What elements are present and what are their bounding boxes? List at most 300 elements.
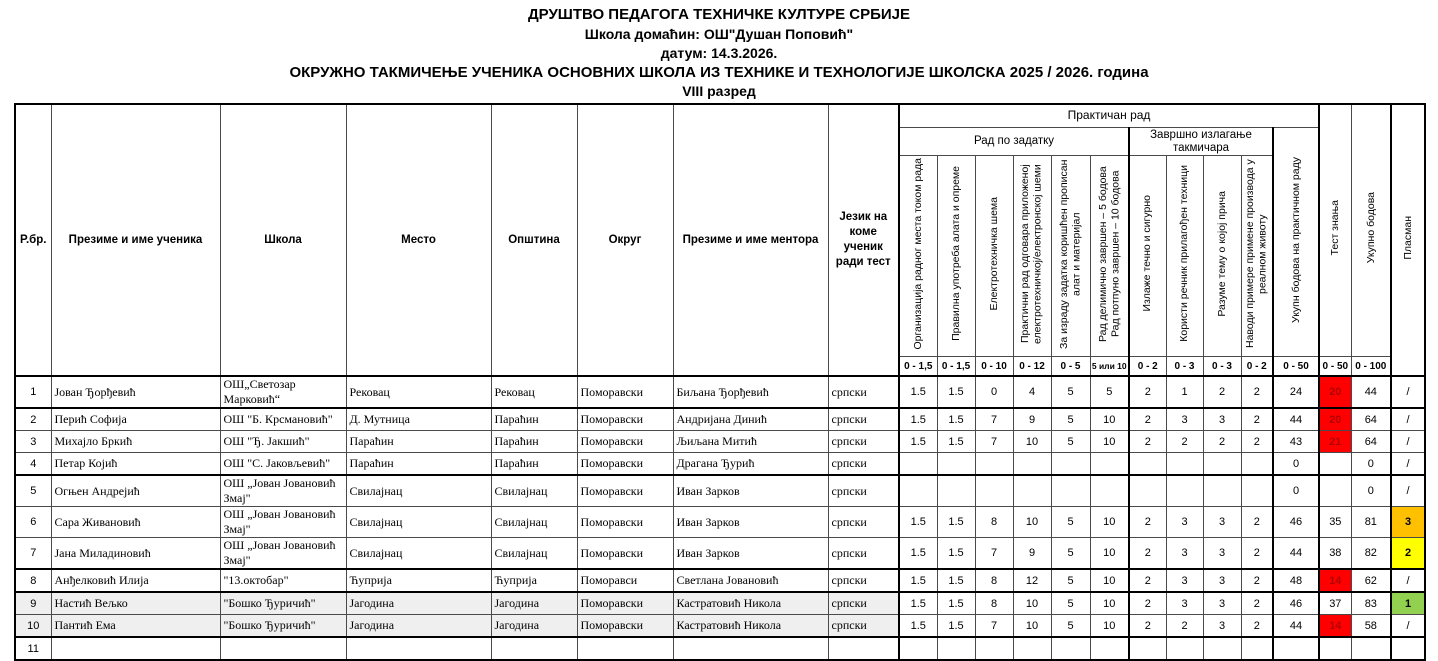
title-society: ДРУШТВО ПЕДАГОГА ТЕХНИЧКЕ КУЛТУРЕ СРБИЈЕ: [527, 6, 911, 23]
cell-score-completion: [1090, 637, 1129, 660]
cell-test-language: српски: [828, 615, 899, 638]
cell-district: Поморавски: [577, 615, 673, 638]
cell-score-schematic: 8: [975, 592, 1013, 615]
cell-score-examples: 2: [1241, 431, 1273, 453]
cell-placement: /: [1391, 376, 1425, 408]
cell-practical-total: 0: [1273, 453, 1319, 476]
cell-place: Свилајнац: [346, 475, 491, 507]
col-header-test-language: Језик на коме ученик ради тест: [828, 104, 899, 376]
cell-test-score: [1319, 637, 1351, 660]
cell-score-materials: [1051, 637, 1090, 660]
cell-score-completion: 10: [1090, 431, 1129, 453]
cell-row-number: 6: [15, 507, 51, 538]
cell-score-schematic: [975, 637, 1013, 660]
cell-district: Поморавски: [577, 453, 673, 476]
cell-practical-total: 44: [1273, 538, 1319, 570]
cell-score-materials: 5: [1051, 592, 1090, 615]
cell-score-examples: 2: [1241, 592, 1273, 615]
cell-score-fluency: 2: [1129, 592, 1166, 615]
cell-student-name: Пантић Ема: [51, 615, 220, 638]
cell-score-completion: 10: [1090, 615, 1129, 638]
cell-score-workplace: 1.5: [899, 615, 937, 638]
col-header-placement: Пласман: [1391, 104, 1425, 376]
table-header: [15, 104, 1425, 376]
cell-score-tools: 1.5: [937, 615, 975, 638]
cell-district: Поморавски: [577, 431, 673, 453]
range-total-points: 0 - 100: [1351, 357, 1391, 377]
title-competition: ОКРУЖНО ТАКМИЧЕЊЕ УЧЕНИКА ОСНОВНИХ ШКОЛА ИЗ ТЕХНИКЕ И ТЕХНОЛОГИЈЕ ШКОЛСКА 2025 / 2026. година: [289, 64, 1149, 81]
cell-score-schematic: 7: [975, 408, 1013, 431]
table-row: [15, 431, 1425, 453]
cell-score-schematic: 7: [975, 615, 1013, 638]
cell-score-examples: 2: [1241, 408, 1273, 431]
cell-school: [220, 637, 346, 660]
cell-score-fluency: 2: [1129, 569, 1166, 592]
cell-test-language: српски: [828, 475, 899, 507]
cell-school: ОШ „Јован Јовановић Змај": [220, 507, 346, 538]
cell-score-tools: 1.5: [937, 376, 975, 408]
cell-municipality: [491, 637, 577, 660]
cell-place: Д. Мутница: [346, 408, 491, 431]
cell-test-language: српски: [828, 569, 899, 592]
cell-score-match: 9: [1013, 408, 1051, 431]
cell-score-fluency: [1129, 637, 1166, 660]
cell-student-name: Сара Живановић: [51, 507, 220, 538]
cell-score-examples: 2: [1241, 615, 1273, 638]
cell-score-examples: 2: [1241, 376, 1273, 408]
cell-placement: /: [1391, 475, 1425, 507]
cell-test-language: српски: [828, 507, 899, 538]
cell-placement: /: [1391, 453, 1425, 476]
col-header-workplace-organization: Организација радног места током рада: [899, 156, 937, 357]
cell-place: Ћуприја: [346, 569, 491, 592]
cell-municipality: Рековац: [491, 376, 577, 408]
range-technical-vocabulary: 0 - 3: [1166, 357, 1203, 377]
cell-score-vocabulary: 3: [1166, 569, 1203, 592]
cell-placement: /: [1391, 408, 1425, 431]
cell-district: Поморавски: [577, 592, 673, 615]
cell-student-name: Перић Софија: [51, 408, 220, 431]
results-body: [15, 376, 1425, 660]
table-row: [15, 408, 1425, 431]
cell-total-score: 64: [1351, 408, 1391, 431]
range-workplace-organization: 0 - 1,5: [899, 357, 937, 377]
cell-score-completion: 10: [1090, 538, 1129, 570]
cell-row-number: 7: [15, 538, 51, 570]
cell-mentor: Кастратовић Никола: [673, 592, 828, 615]
table-row: [15, 615, 1425, 638]
cell-placement: /: [1391, 569, 1425, 592]
cell-score-match: 10: [1013, 507, 1051, 538]
cell-score-tools: 1.5: [937, 569, 975, 592]
cell-total-score: 62: [1351, 569, 1391, 592]
cell-place: Параћин: [346, 431, 491, 453]
col-header-district: Округ: [577, 104, 673, 376]
cell-practical-total: [1273, 637, 1319, 660]
cell-score-fluency: [1129, 475, 1166, 507]
cell-score-workplace: [899, 475, 937, 507]
cell-test-score: 20: [1319, 408, 1351, 431]
cell-score-tools: 1.5: [937, 538, 975, 570]
cell-total-score: 0: [1351, 453, 1391, 476]
cell-score-workplace: [899, 453, 937, 476]
cell-mentor: Иван Зарков: [673, 507, 828, 538]
cell-score-workplace: [899, 637, 937, 660]
cell-score-vocabulary: [1166, 637, 1203, 660]
cell-score-materials: 5: [1051, 569, 1090, 592]
cell-score-workplace: 1.5: [899, 408, 937, 431]
cell-total-score: 81: [1351, 507, 1391, 538]
cell-score-match: 12: [1013, 569, 1051, 592]
cell-mentor: Иван Зарков: [673, 475, 828, 507]
cell-score-tools: 1.5: [937, 592, 975, 615]
cell-score-match: [1013, 453, 1051, 476]
cell-score-examples: 2: [1241, 569, 1273, 592]
cell-score-schematic: 8: [975, 569, 1013, 592]
cell-practical-total: 46: [1273, 507, 1319, 538]
cell-score-match: 9: [1013, 538, 1051, 570]
range-tool-usage: 0 - 1,5: [937, 357, 975, 377]
cell-score-materials: 5: [1051, 376, 1090, 408]
cell-place: Свилајнац: [346, 507, 491, 538]
cell-score-materials: 5: [1051, 431, 1090, 453]
cell-score-understanding: [1203, 637, 1241, 660]
col-header-place: Место: [346, 104, 491, 376]
cell-score-workplace: 1.5: [899, 507, 937, 538]
cell-municipality: Параћин: [491, 453, 577, 476]
cell-score-fluency: 2: [1129, 376, 1166, 408]
range-prescribed-materials: 0 - 5: [1051, 357, 1090, 377]
cell-score-understanding: 3: [1203, 592, 1241, 615]
cell-score-workplace: 1.5: [899, 592, 937, 615]
cell-student-name: Јана Миладиновић: [51, 538, 220, 570]
col-header-completion: Рад делимично завршен – 5 бодова Рад потпуно завршен – 10 бодова: [1090, 156, 1129, 357]
cell-total-score: [1351, 637, 1391, 660]
table-row: [15, 475, 1425, 507]
cell-test-language: српски: [828, 408, 899, 431]
table-row: [15, 507, 1425, 538]
cell-mentor: Биљана Ђорђевић: [673, 376, 828, 408]
cell-municipality: Јагодина: [491, 615, 577, 638]
cell-score-completion: [1090, 475, 1129, 507]
cell-student-name: Огњен Андрејић: [51, 475, 220, 507]
cell-district: Поморавски: [577, 507, 673, 538]
col-header-real-life-examples: Наводи примере примене производа у реалном животу: [1241, 156, 1273, 357]
cell-row-number: 5: [15, 475, 51, 507]
cell-score-completion: 10: [1090, 569, 1129, 592]
range-test-knowledge: 0 - 50: [1319, 357, 1351, 377]
cell-placement: 2: [1391, 538, 1425, 570]
cell-score-match: [1013, 475, 1051, 507]
cell-row-number: 11: [15, 637, 51, 660]
cell-score-fluency: [1129, 453, 1166, 476]
cell-score-workplace: 1.5: [899, 376, 937, 408]
cell-district: Поморавски: [577, 376, 673, 408]
cell-score-vocabulary: 1: [1166, 376, 1203, 408]
cell-placement: 3: [1391, 507, 1425, 538]
cell-score-understanding: 3: [1203, 569, 1241, 592]
title-host-school: Школа домаћин: ОШ"Душан Поповић": [584, 26, 854, 42]
range-completion: 5 или 10: [1090, 357, 1129, 377]
cell-student-name: Анђелковић Илија: [51, 569, 220, 592]
col-header-test-knowledge: Тест знања: [1319, 104, 1351, 357]
cell-student-name: Петар Којић: [51, 453, 220, 476]
cell-test-score: 38: [1319, 538, 1351, 570]
range-practical-total: 0 - 50: [1273, 357, 1319, 377]
cell-score-fluency: 2: [1129, 615, 1166, 638]
cell-placement: /: [1391, 615, 1425, 638]
cell-municipality: Параћин: [491, 408, 577, 431]
cell-score-match: [1013, 637, 1051, 660]
cell-placement: 1: [1391, 592, 1425, 615]
cell-municipality: Свилајнац: [491, 475, 577, 507]
cell-district: Поморавски: [577, 538, 673, 570]
cell-score-vocabulary: [1166, 475, 1203, 507]
cell-placement: [1391, 637, 1425, 660]
group-header-task-work: Рад по задатку: [899, 128, 1129, 156]
cell-student-name: [51, 637, 220, 660]
cell-score-vocabulary: 2: [1166, 431, 1203, 453]
cell-school: "Бошко Ђуричић": [220, 615, 346, 638]
cell-score-fluency: 2: [1129, 431, 1166, 453]
cell-score-understanding: 3: [1203, 507, 1241, 538]
cell-score-understanding: 2: [1203, 376, 1241, 408]
cell-score-materials: 5: [1051, 507, 1090, 538]
cell-score-examples: 2: [1241, 538, 1273, 570]
cell-mentor: Кастратовић Никола: [673, 615, 828, 638]
results-table: [14, 103, 1426, 661]
cell-score-materials: [1051, 453, 1090, 476]
cell-test-score: 20: [1319, 376, 1351, 408]
range-schematic: 0 - 10: [975, 357, 1013, 377]
cell-row-number: 10: [15, 615, 51, 638]
cell-row-number: 2: [15, 408, 51, 431]
cell-place: Јагодина: [346, 592, 491, 615]
cell-mentor: Светлана Јовановић: [673, 569, 828, 592]
cell-practical-total: 24: [1273, 376, 1319, 408]
cell-test-language: српски: [828, 453, 899, 476]
cell-practical-total: 44: [1273, 408, 1319, 431]
table-row: [15, 637, 1425, 660]
cell-score-examples: 2: [1241, 507, 1273, 538]
cell-place: Јагодина: [346, 615, 491, 638]
cell-test-language: српски: [828, 592, 899, 615]
cell-test-score: [1319, 475, 1351, 507]
cell-school: ОШ "Ђ. Јакшић": [220, 431, 346, 453]
cell-test-score: 14: [1319, 569, 1351, 592]
cell-score-materials: [1051, 475, 1090, 507]
col-header-mentor: Презиме и име ментора: [673, 104, 828, 376]
cell-student-name: Јован Ђорђевић: [51, 376, 220, 408]
cell-school: ОШ „Јован Јовановић Змај": [220, 538, 346, 570]
cell-district: Поморавси: [577, 569, 673, 592]
cell-score-fluency: 2: [1129, 408, 1166, 431]
cell-row-number: 3: [15, 431, 51, 453]
cell-school: ОШ„Светозар Марковић“: [220, 376, 346, 408]
cell-district: Поморавски: [577, 408, 673, 431]
cell-score-vocabulary: [1166, 453, 1203, 476]
cell-score-match: 10: [1013, 431, 1051, 453]
table-row: [15, 538, 1425, 570]
cell-practical-total: 43: [1273, 431, 1319, 453]
cell-municipality: Јагодина: [491, 592, 577, 615]
cell-school: "Бошко Ђуричић": [220, 592, 346, 615]
table-row: [15, 592, 1425, 615]
cell-score-understanding: [1203, 453, 1241, 476]
cell-test-language: [828, 637, 899, 660]
cell-test-score: 35: [1319, 507, 1351, 538]
cell-place: Рековац: [346, 376, 491, 408]
cell-score-match: 10: [1013, 615, 1051, 638]
cell-score-completion: [1090, 453, 1129, 476]
cell-test-language: српски: [828, 431, 899, 453]
cell-score-completion: 5: [1090, 376, 1129, 408]
cell-school: ОШ "Б. Крсмановић": [220, 408, 346, 431]
table-row: [15, 453, 1425, 476]
cell-score-materials: 5: [1051, 538, 1090, 570]
cell-row-number: 1: [15, 376, 51, 408]
cell-score-tools: 1.5: [937, 431, 975, 453]
range-fluent-presentation: 0 - 2: [1129, 357, 1166, 377]
cell-student-name: Настић Вељко: [51, 592, 220, 615]
cell-place: Параћин: [346, 453, 491, 476]
col-header-topic-understanding: Разуме тему о којој прича: [1203, 156, 1241, 357]
range-real-life-examples: 0 - 2: [1241, 357, 1273, 377]
cell-row-number: 8: [15, 569, 51, 592]
cell-district: [577, 637, 673, 660]
cell-place: [346, 637, 491, 660]
cell-total-score: 58: [1351, 615, 1391, 638]
cell-district: Поморавски: [577, 475, 673, 507]
cell-score-completion: 10: [1090, 408, 1129, 431]
cell-score-understanding: 3: [1203, 538, 1241, 570]
cell-municipality: Параћин: [491, 431, 577, 453]
cell-total-score: 64: [1351, 431, 1391, 453]
cell-score-completion: 10: [1090, 507, 1129, 538]
group-header-practical-work: Практичан рад: [899, 104, 1319, 128]
cell-score-schematic: 0: [975, 376, 1013, 408]
table-row: [15, 376, 1425, 408]
cell-score-workplace: 1.5: [899, 538, 937, 570]
cell-score-workplace: 1.5: [899, 431, 937, 453]
cell-score-examples: [1241, 637, 1273, 660]
cell-total-score: 44: [1351, 376, 1391, 408]
cell-mentor: [673, 637, 828, 660]
col-header-prescribed-materials: За израду задатка коришћен прописан алат и материјал: [1051, 156, 1090, 357]
range-work-matches-schematic: 0 - 12: [1013, 357, 1051, 377]
cell-total-score: 0: [1351, 475, 1391, 507]
cell-mentor: Андријана Динић: [673, 408, 828, 431]
cell-score-vocabulary: 3: [1166, 507, 1203, 538]
cell-score-tools: 1.5: [937, 507, 975, 538]
cell-score-understanding: [1203, 475, 1241, 507]
cell-student-name: Михајло Бркић: [51, 431, 220, 453]
cell-score-vocabulary: 3: [1166, 538, 1203, 570]
cell-municipality: Свилајнац: [491, 538, 577, 570]
cell-score-schematic: 7: [975, 431, 1013, 453]
col-header-school: Школа: [220, 104, 346, 376]
cell-score-match: 4: [1013, 376, 1051, 408]
col-header-student-name: Презиме и име ученика: [51, 104, 220, 376]
cell-municipality: Свилајнац: [491, 507, 577, 538]
cell-score-schematic: [975, 475, 1013, 507]
cell-practical-total: 0: [1273, 475, 1319, 507]
cell-score-materials: 5: [1051, 408, 1090, 431]
cell-score-materials: 5: [1051, 615, 1090, 638]
cell-school: ОШ "С. Јаковљевић": [220, 453, 346, 476]
cell-score-understanding: 3: [1203, 615, 1241, 638]
cell-placement: /: [1391, 431, 1425, 453]
col-header-work-matches-schematic: Практични рад одговара приложеној електротехничкој/електронској шеми: [1013, 156, 1051, 357]
cell-municipality: Ћуприја: [491, 569, 577, 592]
cell-score-completion: 10: [1090, 592, 1129, 615]
cell-row-number: 4: [15, 453, 51, 476]
cell-place: Свилајнац: [346, 538, 491, 570]
cell-score-fluency: 2: [1129, 538, 1166, 570]
cell-score-understanding: 3: [1203, 408, 1241, 431]
range-topic-understanding: 0 - 3: [1203, 357, 1241, 377]
cell-score-examples: [1241, 475, 1273, 507]
cell-practical-total: 46: [1273, 592, 1319, 615]
cell-test-score: [1319, 453, 1351, 476]
cell-row-number: 9: [15, 592, 51, 615]
col-header-municipality: Општина: [491, 104, 577, 376]
col-header-row-number: Р.бр.: [15, 104, 51, 376]
cell-score-understanding: 2: [1203, 431, 1241, 453]
cell-score-tools: [937, 475, 975, 507]
cell-score-tools: [937, 637, 975, 660]
col-header-technical-vocabulary: Користи речник прилагођен техници: [1166, 156, 1203, 357]
cell-school: "13.октобар": [220, 569, 346, 592]
cell-score-schematic: 8: [975, 507, 1013, 538]
cell-school: ОШ „Јован Јовановић Змај": [220, 475, 346, 507]
cell-test-language: српски: [828, 376, 899, 408]
title-grade: VIII разред: [682, 83, 756, 99]
cell-score-match: 10: [1013, 592, 1051, 615]
cell-score-tools: 1.5: [937, 408, 975, 431]
cell-mentor: Иван Зарков: [673, 538, 828, 570]
cell-test-score: 14: [1319, 615, 1351, 638]
cell-score-schematic: 7: [975, 538, 1013, 570]
col-header-schematic: Електротехничка шема: [975, 156, 1013, 357]
cell-score-schematic: [975, 453, 1013, 476]
col-header-tool-usage: Правилна употреба алата и опреме: [937, 156, 975, 357]
col-header-fluent-presentation: Излаже течно и сигурно: [1129, 156, 1166, 357]
cell-test-score: 21: [1319, 431, 1351, 453]
cell-score-vocabulary: 3: [1166, 592, 1203, 615]
cell-mentor: Драгана Ђурић: [673, 453, 828, 476]
title-date: датум: 14.3.2026.: [660, 45, 778, 61]
cell-practical-total: 44: [1273, 615, 1319, 638]
cell-mentor: Љиљана Митић: [673, 431, 828, 453]
table-row: [15, 569, 1425, 592]
cell-score-tools: [937, 453, 975, 476]
cell-total-score: 83: [1351, 592, 1391, 615]
cell-practical-total: 48: [1273, 569, 1319, 592]
cell-score-examples: [1241, 453, 1273, 476]
cell-score-fluency: 2: [1129, 507, 1166, 538]
cell-total-score: 82: [1351, 538, 1391, 570]
col-header-practical-total: Укупн бодова на практичном раду: [1273, 128, 1319, 357]
col-header-total-points: Укупно бодова: [1351, 104, 1391, 357]
cell-score-workplace: 1.5: [899, 569, 937, 592]
cell-score-vocabulary: 3: [1166, 408, 1203, 431]
cell-test-score: 37: [1319, 592, 1351, 615]
cell-test-language: српски: [828, 538, 899, 570]
group-header-final-presentation: Завршно излагање такмичара: [1129, 128, 1273, 156]
cell-score-vocabulary: 2: [1166, 615, 1203, 638]
document-header: [0, 5, 1438, 101]
